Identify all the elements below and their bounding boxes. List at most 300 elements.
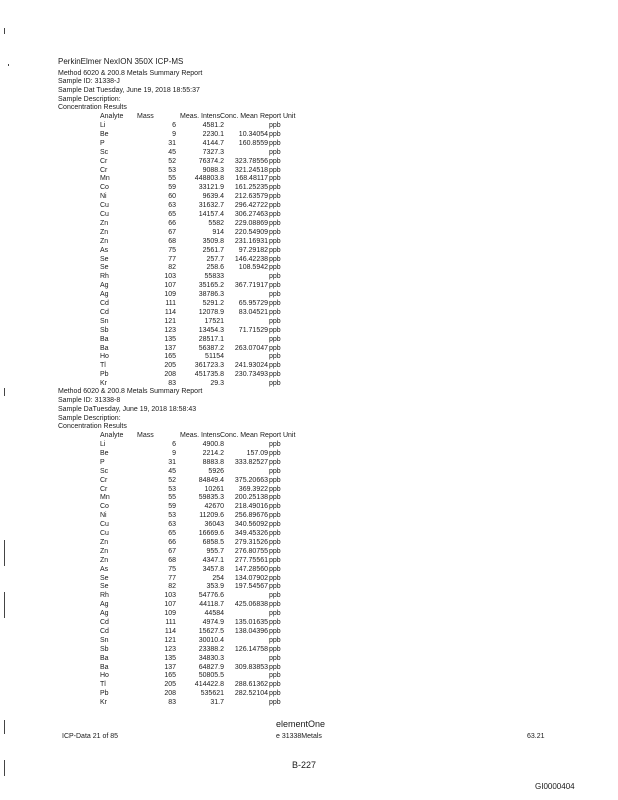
mass-cell: 52 [168,476,176,484]
mass-cell: 55 [168,175,176,183]
table-row [0,636,618,645]
table-row [0,493,618,502]
table-row [0,574,618,583]
intensity-cell: 2561.7 [202,246,224,254]
mass-cell: 82 [168,264,176,272]
mass-cell: 107 [164,282,176,290]
sample-description: Sample Description: [58,415,121,422]
analyte-cell: Se [100,574,109,582]
conc-mean-cell: 197.54567 [234,583,268,591]
conc-mean-cell: 147.28560 [234,565,268,573]
mass-cell: 53 [168,166,176,174]
conc-mean-cell: 160.8559 [238,139,268,147]
intensity-cell: 361723.3 [194,362,224,370]
table-row [0,547,618,556]
unit-cell: ppb [269,193,281,201]
mass-cell: 63 [168,202,176,210]
unit-cell: ppb [269,663,281,671]
unit-cell: ppb [269,476,281,484]
mass-cell: 83 [168,699,176,707]
conc-mean-cell: 241.93024 [234,362,268,370]
unit-cell: ppb [269,380,281,388]
analyte-cell: Sb [100,326,109,334]
mass-cell: 137 [164,344,176,352]
unit-cell: ppb [269,610,281,618]
intensity-cell: 29.3 [210,380,224,388]
table-row [0,344,618,353]
conc-mean-cell: 256.89676 [234,512,268,520]
analyte-cell: Cu [100,211,109,218]
mass-cell: 9 [172,449,176,457]
mass-cell: 6 [172,441,176,448]
unit-cell: ppb [269,672,281,680]
analyte-cell: Zn [100,547,109,555]
unit-cell: ppb [269,273,281,281]
table-row [0,556,618,565]
unit-cell: ppb [269,538,281,546]
analyte-cell: Cr [100,476,108,484]
analyte-cell: Cr [100,485,108,493]
intensity-cell: 12078.9 [198,308,224,316]
intensity-cell: 258.6 [206,264,224,272]
intensity-cell: 353.9 [206,583,224,591]
analyte-cell: Zn [100,538,109,546]
footer-right: 63.21 [527,733,545,740]
mass-cell: 67 [168,228,176,236]
unit-cell: ppb [269,645,281,653]
unit-cell: ppb [269,300,281,307]
conc-mean-cell: 276.80755 [234,547,268,555]
analyte-cell: Mn [100,494,110,502]
analyte-cell: Li [100,441,106,448]
sample-date: Sample DaTuesday, June 19, 2018 18:58:43 [58,406,197,413]
analyte-cell: Cr [100,166,108,174]
intensity-cell: 4974.9 [202,619,224,626]
analyte-cell: Zn [100,556,109,564]
mass-cell: 65 [168,530,176,537]
mass-cell: 205 [164,362,176,370]
intensity-cell: 7327.3 [202,148,224,156]
analyte-cell: Sn [100,317,109,325]
intensity-cell: 59835.3 [198,494,224,502]
conc-mean-cell: 218.49016 [234,503,268,511]
analyte-cell: Cu [100,202,109,210]
analyte-cell: As [100,246,109,254]
analyte-cell: Be [100,449,109,457]
unit-cell: ppb [269,237,281,245]
intensity-cell: 2214.2 [202,449,224,457]
unit-cell: ppb [269,681,281,689]
analyte-cell: Zn [100,237,109,245]
sample-date: Sample Dat Tuesday, June 19, 2018 18:55:37 [58,87,200,94]
intensity-cell: 55833 [204,273,224,281]
intensity-cell: 28517.1 [198,335,224,343]
mass-cell: 123 [164,326,176,334]
mass-cell: 123 [164,645,176,653]
mass-cell: 111 [165,619,176,626]
table-row [0,281,618,290]
col-analyte: Analyte [100,113,124,120]
mass-cell: 9 [172,130,176,138]
scan-edge-mark [4,388,5,396]
intensity-cell: 56387.2 [198,344,224,352]
table-row [0,317,618,326]
conc-mean-cell: 263.07047 [234,344,268,352]
scan-edge-mark [8,64,9,66]
analyte-cell: Cd [100,300,109,307]
col-analyte: Analyte [100,432,124,439]
unit-cell: ppb [269,619,281,626]
conc-mean-cell: 282.52104 [234,690,268,698]
table-row [0,609,618,618]
table-row [0,290,618,299]
conc-mean-cell: 306.27463 [234,211,268,218]
mass-cell: 45 [168,148,176,156]
table-row [0,520,618,529]
unit-cell: ppb [269,139,281,147]
mass-cell: 75 [168,246,176,254]
table-row [0,654,618,663]
analyte-cell: Ba [100,344,109,352]
unit-cell: ppb [269,601,281,609]
table-row [0,565,618,574]
mass-cell: 55 [168,494,176,502]
unit-cell: ppb [269,565,281,573]
conc-mean-cell: 220.54909 [234,228,268,236]
mass-cell: 52 [168,157,176,165]
unit-cell: ppb [269,503,281,511]
unit-cell: ppb [269,371,281,379]
conc-mean-cell: 349.45326 [234,530,268,537]
unit-cell: ppb [269,291,281,299]
table-row [0,121,618,130]
table-row [0,476,618,485]
analyte-cell: Cu [100,530,109,537]
analyte-cell: Sb [100,645,109,653]
intensity-cell: 15627.5 [198,627,224,635]
intensity-cell: 448803.8 [194,175,224,183]
analyte-cell: Ho [100,672,109,680]
conc-mean-cell: 134.07902 [234,574,268,582]
method-title: Method 6020 & 200.8 Metals Summary Report [58,70,203,77]
conc-mean-cell: 367.71917 [234,282,268,290]
unit-cell: ppb [269,335,281,343]
table-row [0,591,618,600]
unit-cell: ppb [269,317,281,325]
table-row [0,538,618,547]
analyte-cell: Kr [100,699,107,707]
mass-cell: 68 [168,237,176,245]
conc-mean-cell: 108.5942 [238,264,268,272]
intensity-cell: 914 [212,228,224,236]
analyte-cell: Se [100,264,109,272]
table-row [0,130,618,139]
footer-center: e 31338Metals [276,733,322,740]
table-row [0,645,618,654]
conc-mean-cell: 146.42238 [234,255,268,263]
intensity-cell: 4144.7 [202,139,224,147]
intensity-cell: 13454.3 [198,326,224,334]
conc-mean-cell: 97.29182 [238,246,268,254]
col-intensity: Meas. Intens [180,432,221,439]
mass-cell: 111 [165,300,176,307]
unit-cell: ppb [269,282,281,290]
analyte-cell: Rh [100,592,109,600]
intensity-cell: 54776.6 [198,592,224,600]
table-row [0,618,618,627]
unit-cell: ppb [269,512,281,520]
table-row [0,299,618,308]
mass-cell: 77 [168,574,176,582]
intensity-cell: 5582 [208,219,224,227]
col-mass: Mass [137,432,154,439]
conc-mean-cell: 65.95729 [238,300,268,307]
intensity-cell: 23388.2 [198,645,224,653]
table-row [0,671,618,680]
table-row [0,192,618,201]
intensity-cell: 16669.6 [198,530,224,537]
conc-mean-cell: 279.31526 [234,538,268,546]
unit-cell: ppb [269,166,281,174]
mass-cell: 208 [164,371,176,379]
analyte-cell: Sc [100,148,109,156]
mass-cell: 60 [168,193,176,201]
table-row [0,272,618,281]
table-row [0,511,618,520]
col-report-unit: Report Unit [260,113,296,120]
conc-mean-cell: 161.25235 [234,184,268,192]
conc-mean-cell: 375.20663 [234,476,268,484]
conc-mean-cell: 200.25138 [234,494,268,502]
unit-cell: ppb [269,627,281,635]
table-row [0,680,618,689]
conc-mean-cell: 321.24518 [234,166,268,174]
analyte-cell: Tl [100,362,106,370]
mass-cell: 121 [164,317,176,325]
table-row [0,148,618,157]
analyte-cell: Cd [100,308,109,316]
conc-mean-cell: 340.56092 [234,521,268,529]
table-row [0,689,618,698]
conc-mean-cell: 333.82527 [234,458,268,466]
mass-cell: 31 [168,458,176,466]
mass-cell: 45 [168,467,176,475]
intensity-cell: 76374.2 [198,157,224,165]
scan-edge-mark [4,720,5,734]
table-row [0,627,618,636]
analyte-cell: Ni [100,193,107,201]
analyte-cell: Tl [100,681,106,689]
intensity-cell: 451735.8 [194,371,224,379]
analyte-cell: Ba [100,654,109,662]
analyte-cell: Pb [100,371,109,379]
analyte-cell: Sn [100,636,109,644]
mass-cell: 63 [168,521,176,529]
intensity-cell: 414422.8 [194,681,224,689]
intensity-cell: 50805.5 [198,672,224,680]
unit-cell: ppb [269,699,281,707]
intensity-cell: 955.7 [206,547,224,555]
unit-cell: ppb [269,130,281,138]
analyte-cell: Pb [100,690,109,698]
intensity-cell: 2230.1 [202,130,224,138]
conc-mean-cell: 135.01635 [234,619,268,626]
intensity-cell: 4347.1 [202,556,224,564]
conc-mean-cell: 323.78556 [234,157,268,165]
conc-mean-cell: 71.71529 [238,326,268,334]
analyte-cell: Cd [100,619,109,626]
intensity-cell: 5291.2 [202,300,224,307]
intensity-cell: 257.7 [206,255,224,263]
intensity-cell: 6858.5 [202,538,224,546]
conc-mean-cell: 369.3922 [238,485,268,493]
mass-cell: 53 [168,512,176,520]
table-row [0,228,618,237]
unit-cell: ppb [269,654,281,662]
intensity-cell: 11209.6 [199,512,224,520]
intensity-cell: 535621 [200,690,224,698]
unit-cell: ppb [269,592,281,600]
unit-cell: ppb [269,255,281,263]
analyte-cell: P [100,139,105,147]
table-row [0,370,618,379]
col-report-unit: Report Unit [260,432,296,439]
mass-cell: 121 [164,636,176,644]
mass-cell: 135 [164,654,176,662]
unit-cell: ppb [269,467,281,475]
analyte-cell: Ag [100,601,109,609]
unit-cell: ppb [269,574,281,582]
mass-cell: 107 [164,601,176,609]
intensity-cell: 44584 [204,610,224,618]
intensity-cell: 4581.2 [202,122,224,129]
analyte-cell: Rh [100,273,109,281]
method-title: Method 6020 & 200.8 Metals Summary Report [58,388,203,395]
instrument-title: PerkinElmer NexION 350X ICP-MS [58,57,184,66]
intensity-cell: 42670 [204,503,224,511]
intensity-cell: 3457.8 [202,565,224,573]
intensity-cell: 38786.3 [198,291,224,299]
bates-number: GI0000404 [535,782,575,791]
unit-cell: ppb [269,494,281,502]
table-row [0,237,618,246]
intensity-cell: 31.7 [210,699,224,707]
table-row [0,440,618,449]
mass-cell: 135 [164,335,176,343]
sample-id: Sample ID: 31338-J [58,78,120,85]
intensity-cell: 254 [212,574,224,582]
table-row [0,219,618,228]
mass-cell: 67 [168,547,176,555]
mass-cell: 114 [164,308,176,316]
unit-cell: ppb [269,246,281,254]
mass-cell: 66 [168,219,176,227]
unit-cell: ppb [269,308,281,316]
concentration-results-label: Concentration Results [58,423,127,430]
intensity-cell: 5926 [208,467,224,475]
mass-cell: 77 [168,255,176,263]
unit-cell: ppb [269,458,281,466]
table-row [0,157,618,166]
unit-cell: ppb [269,264,281,272]
analyte-cell: Be [100,130,109,138]
mass-cell: 165 [164,672,176,680]
analyte-cell: Se [100,583,109,591]
mass-cell: 103 [164,273,176,281]
unit-cell: ppb [269,441,281,448]
unit-cell: ppb [269,157,281,165]
unit-cell: ppb [269,202,281,210]
intensity-cell: 3509.8 [202,237,224,245]
intensity-cell: 33121.9 [198,184,224,192]
mass-cell: 205 [164,681,176,689]
table-row [0,449,618,458]
table-row [0,139,618,148]
analyte-cell: Zn [100,219,109,227]
conc-mean-cell: 126.14758 [234,645,268,653]
footer-left: ICP-Data 21 of 85 [62,733,119,740]
analyte-cell: Cu [100,521,109,529]
conc-mean-cell: 277.75561 [234,556,268,564]
analyte-cell: Ba [100,335,109,343]
conc-mean-cell: 288.61362 [234,681,268,689]
unit-cell: ppb [269,556,281,564]
intensity-cell: 17521 [204,317,224,325]
mass-cell: 59 [168,184,176,192]
unit-cell: ppb [269,219,281,227]
mass-cell: 103 [164,592,176,600]
mass-cell: 114 [164,627,176,635]
analyte-cell: Ho [100,353,109,361]
unit-cell: ppb [269,583,281,591]
table-row [0,246,618,255]
intensity-cell: 14157.4 [198,211,224,218]
conc-mean-cell: 10.34054 [238,130,268,138]
table-row [0,255,618,264]
unit-cell: ppb [269,547,281,555]
analyte-cell: Ag [100,282,109,290]
unit-cell: ppb [269,353,281,361]
intensity-cell: 30010.4 [198,636,224,644]
analyte-cell: Ba [100,663,109,671]
col-conc-mean: Conc. Mean [220,113,258,120]
conc-mean-cell: 296.42722 [234,202,268,210]
table-row [0,352,618,361]
intensity-cell: 4900.8 [202,441,224,448]
conc-mean-cell: 83.04521 [238,308,268,316]
analyte-cell: Cr [100,157,108,165]
analyte-cell: Co [100,184,109,192]
table-row [0,183,618,192]
conc-mean-cell: 230.73493 [234,371,268,379]
scan-edge-mark [4,28,5,34]
analyte-cell: Ag [100,610,109,618]
analyte-cell: Ni [100,512,107,520]
sample-description: Sample Description: [58,96,121,103]
col-intensity: Meas. Intens [180,113,221,120]
intensity-cell: 44118.7 [199,601,224,609]
unit-cell: ppb [269,344,281,352]
table-row [0,502,618,511]
mass-cell: 165 [164,353,176,361]
intensity-cell: 34830.3 [198,654,224,662]
table-row [0,485,618,494]
mass-cell: 137 [164,663,176,671]
table-row [0,361,618,370]
unit-cell: ppb [269,636,281,644]
page-number: B-227 [292,760,317,770]
unit-cell: ppb [269,175,281,183]
